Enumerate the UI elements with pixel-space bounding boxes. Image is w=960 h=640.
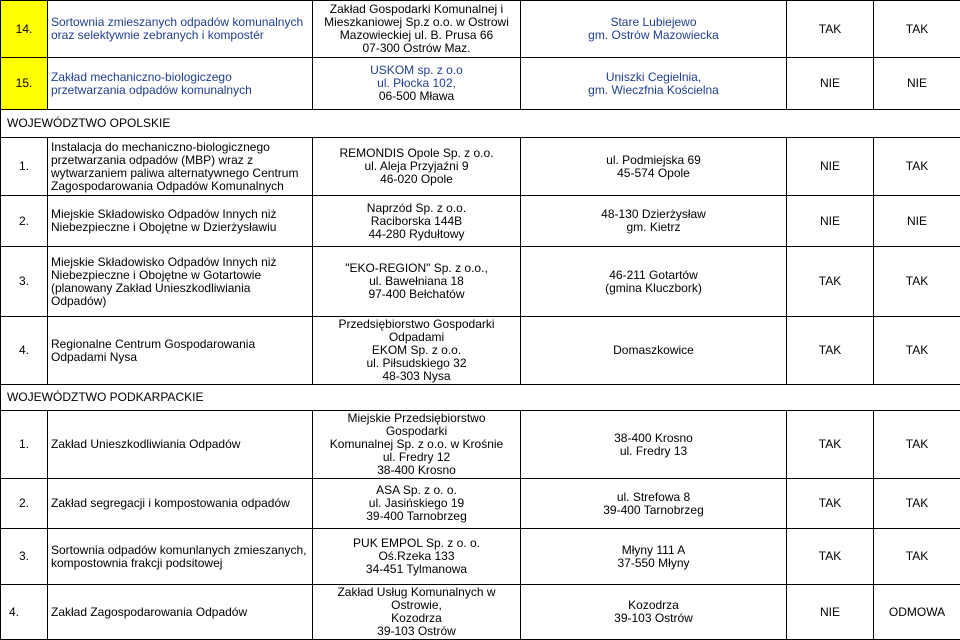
operator-line: Miejskie Przedsiębiorstwo Gospodarki [316,412,517,438]
facility-name: Regionalne Centrum Gospodarowania Odpadami Nysa [48,317,313,385]
table-row [1,411,960,479]
operator-cell [313,138,521,196]
location-cell [521,58,787,110]
operator-cell [313,58,521,110]
facility-name: Miejskie Składowisko Odpadów Innych niż Niebezpieczne i Obojętne w Dzierżysławiu [48,196,313,247]
operator-line: "EKO-REGION" Sp. z o.o., [316,262,517,275]
flag-cell-1: TAK [787,317,874,385]
operator-cell [313,529,521,585]
operator-line: PUK EMPOL Sp. z o. o. [316,537,517,550]
flag-cell-2: TAK [874,1,960,58]
operator-line: EKOM Sp. z o.o. [316,344,517,357]
operator-line: Oś.Rzeka 133 [316,550,517,563]
facility-name: Zakład Unieszkodliwiania Odpadów [48,411,313,479]
facility-name: Zakład mechaniczno-biologiczego przetwarzania odpadów komunalnych [48,58,313,110]
facility-name: Miejskie Składowisko Odpadów Innych niż Niebezpieczne i Obojętne w Gotartowie (planowany Zakład Unieszkodliwiania Odpadów) [48,247,313,317]
table-row [1,479,960,529]
operator-line: ul. Płocka 102, [316,77,517,90]
table-row [1,58,960,110]
operator-line: ul. Aleja Przyjaźni 9 [316,160,517,173]
operator-line: ul. Bawełniana 18 [316,275,517,288]
row-number: 2. [1,479,48,529]
flag-cell-1: NIE [787,138,874,196]
flag-cell-1: TAK [787,411,874,479]
operator-line: 34-451 Tylmanowa [316,563,517,576]
location-line: 39-103 Ostrów [524,612,783,625]
flag-cell-2: TAK [874,317,960,385]
operator-cell [313,479,521,529]
operator-line: ul. Fredry 12 [316,451,517,464]
location-cell [521,1,787,58]
operator-cell [313,247,521,317]
section-heading-opolskie: WOJEWÓDZTWO OPOLSKIE [1,110,960,138]
operator-line: 39-400 Tarnobrzeg [316,510,517,523]
operator-line: 46-020 Opole [316,173,517,186]
table-row [1,196,960,247]
operator-line: 06-500 Mława [316,90,517,103]
operator-line: Przedsiębiorstwo Gospodarki Odpadami [316,318,517,344]
operator-line: Mieszkaniowej Sp.z o.o. w Ostrowi [316,16,517,29]
flag-cell-2: ODMOWA [874,585,960,640]
row-number: 15. [1,58,48,110]
flag-cell-2: TAK [874,529,960,585]
location-line: 37-550 Młyny [524,557,783,570]
location-cell [521,585,787,640]
location-cell [521,196,787,247]
facility-name: Zakład segregacji i kompostowania odpadów [48,479,313,529]
row-number: 4. [1,317,48,385]
flag-cell-1: TAK [787,1,874,58]
operator-line: Komunalnej Sp. z o.o. w Krośnie [316,438,517,451]
operator-line: Raciborska 144B [316,215,517,228]
facility-name: Zakład Zagospodarowania Odpadów [48,585,313,640]
table-row [1,585,960,640]
location-line: 39-400 Tarnobrzeg [524,504,783,517]
operator-line: USKOM sp. z o.o [316,64,517,77]
location-line: ul. Fredry 13 [524,445,783,458]
table-row [1,247,960,317]
location-cell [521,138,787,196]
section-heading-podkarpackie: WOJEWÓDZTWO PODKARPACKIE [1,385,960,411]
flag-cell-1: TAK [787,247,874,317]
flag-cell-1: TAK [787,529,874,585]
row-number: 4. [1,585,48,640]
flag-cell-2: TAK [874,479,960,529]
table-row [1,529,960,585]
row-number: 2. [1,196,48,247]
flag-cell-1: TAK [787,479,874,529]
operator-line: Mazowieckiej ul. B. Prusa 66 [316,29,517,42]
location-line: (gmina Kluczbork) [524,282,783,295]
operator-line: ul. Piłsudskiego 32 [316,357,517,370]
location-line: Kozodrza [524,599,783,612]
facility-name: Sortownia odpadów komunlanych zmieszanych, kompostownia frakcji podsitowej [48,529,313,585]
location-line: gm. Wieczfnia Kościelna [524,84,783,97]
location-line: gm. Kietrz [524,221,783,234]
operator-line: 97-400 Bełchatów [316,288,517,301]
location-cell [521,317,787,385]
location-cell [521,479,787,529]
location-line: Uniszki Cegielnia, [524,71,783,84]
location-line: 48-130 Dzierżysław [524,208,783,221]
table-row [1,1,960,58]
location-cell [521,247,787,317]
flag-cell-1: NIE [787,58,874,110]
operator-cell [313,411,521,479]
operator-line: 44-280 Rydułtowy [316,228,517,241]
operator-line: 39-103 Ostrów [316,625,517,638]
flag-cell-1: NIE [787,585,874,640]
operator-cell [313,317,521,385]
operator-line: 07-300 Ostrów Maz. [316,42,517,55]
row-number: 3. [1,247,48,317]
flag-cell-2: TAK [874,247,960,317]
row-number: 14. [1,1,48,58]
flag-cell-2: NIE [874,58,960,110]
operator-line: 48-303 Nysa [316,370,517,383]
location-line: ul. Podmiejska 69 [524,154,783,167]
section-row [1,110,960,138]
operator-line: ul. Jasińskiego 19 [316,497,517,510]
facility-name: Sortownia zmieszanych odpadów komunalnych oraz selektywnie zebranych i kompostér [48,1,313,58]
table-row [1,317,960,385]
location-line: Młyny 111 A [524,544,783,557]
operator-cell [313,1,521,58]
operator-cell [313,196,521,247]
table-row [1,138,960,196]
operator-line: Zakład Usług Komunalnych w Ostrowie, [316,586,517,612]
flag-cell-2: TAK [874,411,960,479]
location-cell [521,411,787,479]
operator-cell [313,585,521,640]
section-row [1,385,960,411]
operator-line: ASA Sp. z o. o. [316,484,517,497]
row-number: 1. [1,411,48,479]
facility-name: Instalacja do mechaniczno-biologicznego przetwarzania odpadów (MBP) wraz z wytwarzaniem paliwa alternatywnego Centrum Zagospodarowania Odpadów Komunalnych [48,138,313,196]
operator-line: Naprzód Sp. z o.o. [316,202,517,215]
location-line: Stare Lubiejewo [524,16,783,29]
operator-line: 38-400 Krosno [316,464,517,477]
operator-line: REMONDIS Opole Sp. z o.o. [316,147,517,160]
location-line: ul. Strefowa 8 [524,491,783,504]
flag-cell-1: NIE [787,196,874,247]
row-number: 1. [1,138,48,196]
flag-cell-2: TAK [874,138,960,196]
flag-cell-2: NIE [874,196,960,247]
row-number: 3. [1,529,48,585]
location-line: 38-400 Krosno [524,432,783,445]
location-line: 46-211 Gotartów [524,269,783,282]
location-line: gm. Ostrów Mazowiecka [524,29,783,42]
location-cell [521,529,787,585]
location-line: Domaszkowice [524,344,783,357]
operator-line: Zakład Gospodarki Komunalnej i [316,3,517,16]
location-line: 45-574 Opole [524,167,783,180]
operator-line: Kozodrza [316,612,517,625]
